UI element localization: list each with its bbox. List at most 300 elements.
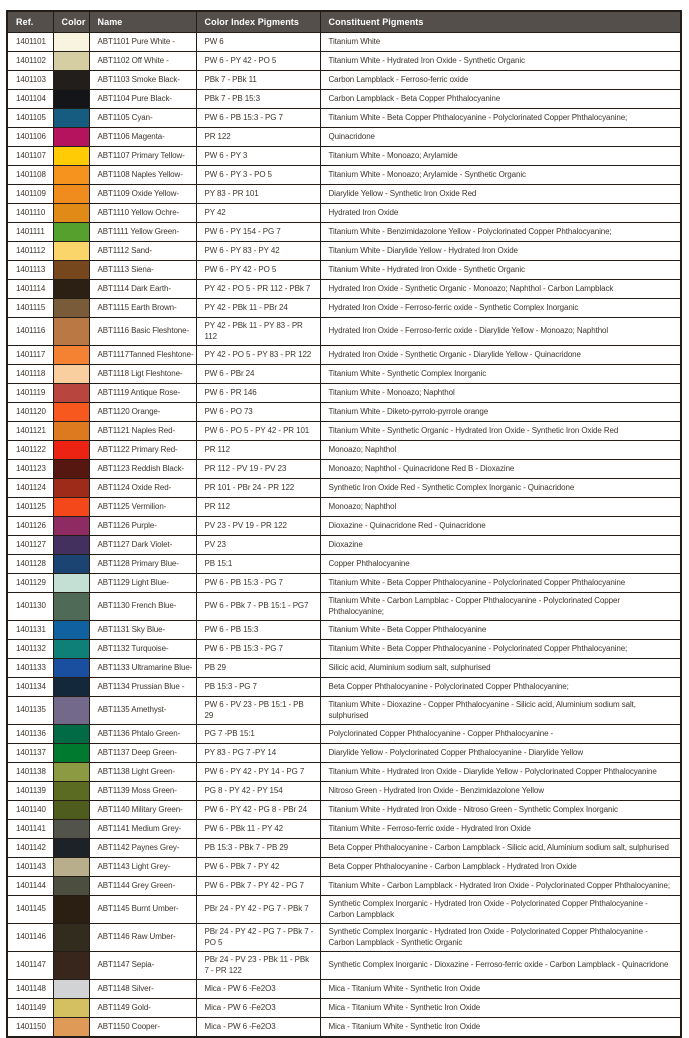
name-cell: ABT1105 Cyan-: [89, 109, 196, 128]
column-header-name: Name: [89, 11, 196, 33]
ref-cell: 1401127: [7, 536, 53, 555]
color-swatch: [53, 659, 89, 678]
constituent-pigments-cell: Mica - Titanium White - Synthetic Iron Oxide: [320, 980, 681, 999]
name-cell: ABT1108 Naples Yellow-: [89, 166, 196, 185]
constituent-pigments-cell: Synthetic Complex Inorganic - Dioxazine - Ferroso-ferric oxide - Carbon Lampblack - Quinacridone: [320, 952, 681, 980]
table-row: [7, 441, 681, 460]
name-cell: ABT1104 Pure Black-: [89, 90, 196, 109]
color-index-pigments-cell: PG 7 -PB 15:1: [196, 725, 320, 744]
color-swatch: [53, 346, 89, 365]
ref-cell: 1401145: [7, 896, 53, 924]
constituent-pigments-cell: Titanium White - Beta Copper Phthalocyanine - Polyclorinated Copper Phthalocyanine;: [320, 640, 681, 659]
table-row: [7, 621, 681, 640]
constituent-pigments-cell: Monoazo; Naphthol: [320, 441, 681, 460]
name-cell: ABT1146 Raw Umber-: [89, 924, 196, 952]
name-cell: ABT1113 Siena-: [89, 261, 196, 280]
table-row: [7, 280, 681, 299]
ref-cell: 1401117: [7, 346, 53, 365]
color-index-pigments-cell: PW 6 - PY 83 - PY 42: [196, 242, 320, 261]
table-row: [7, 185, 681, 204]
constituent-pigments-cell: Titanium White - Synthetic Complex Inorganic: [320, 365, 681, 384]
color-swatch: [53, 223, 89, 242]
constituent-pigments-cell: Hydrated Iron Oxide - Ferroso-ferric oxide - Diarylide Yellow - Monoazo; Naphthol: [320, 318, 681, 346]
name-cell: ABT1124 Oxide Red-: [89, 479, 196, 498]
name-cell: ABT1147 Sepia-: [89, 952, 196, 980]
color-index-pigments-cell: PW 6 - PO 73: [196, 403, 320, 422]
color-swatch: [53, 593, 89, 621]
constituent-pigments-cell: Titanium White - Diarylide Yellow - Hydrated Iron Oxide: [320, 242, 681, 261]
color-swatch: [53, 725, 89, 744]
constituent-pigments-cell: Monoazo; Naphthol - Quinacridone Red B - Dioxazine: [320, 460, 681, 479]
ref-cell: 1401121: [7, 422, 53, 441]
table-row: [7, 460, 681, 479]
color-index-pigments-cell: PR 122: [196, 128, 320, 147]
color-swatch: [53, 384, 89, 403]
name-cell: ABT1142 Paynes Grey-: [89, 839, 196, 858]
color-swatch: [53, 980, 89, 999]
color-swatch: [53, 242, 89, 261]
name-cell: ABT1111 Yellow Green-: [89, 223, 196, 242]
color-swatch: [53, 109, 89, 128]
name-cell: ABT1134 Prussian Blue -: [89, 678, 196, 697]
name-cell: ABT1149 Gold-: [89, 999, 196, 1018]
constituent-pigments-cell: Carbon Lampblack - Beta Copper Phthalocyanine: [320, 90, 681, 109]
color-index-pigments-cell: PW 6 - PY 3 - PO 5: [196, 166, 320, 185]
constituent-pigments-cell: Carbon Lampblack - Ferroso-ferric oxide: [320, 71, 681, 90]
color-index-pigments-cell: PB 15:3 - PG 7: [196, 678, 320, 697]
name-cell: ABT1140 Military Green-: [89, 801, 196, 820]
table-row: [7, 536, 681, 555]
name-cell: ABT1138 Light Green-: [89, 763, 196, 782]
table-row: [7, 555, 681, 574]
ref-cell: 1401149: [7, 999, 53, 1018]
ref-cell: 1401137: [7, 744, 53, 763]
color-index-pigments-cell: PW 6 - PB 15:3 - PG 7: [196, 574, 320, 593]
name-cell: ABT1115 Earth Brown-: [89, 299, 196, 318]
name-cell: ABT1121 Naples Red-: [89, 422, 196, 441]
ref-cell: 1401142: [7, 839, 53, 858]
table-row: [7, 858, 681, 877]
table-row: [7, 678, 681, 697]
table-row: [7, 1018, 681, 1038]
color-index-pigments-cell: PB 15:1: [196, 555, 320, 574]
table-row: [7, 640, 681, 659]
constituent-pigments-cell: Titanium White - Beta Copper Phthalocyanine - Polyclorinated Copper Phthalocyanine: [320, 574, 681, 593]
name-cell: ABT1123 Reddish Black-: [89, 460, 196, 479]
ref-cell: 1401102: [7, 52, 53, 71]
color-swatch: [53, 744, 89, 763]
color-index-pigments-cell: PW 6 - PY 3: [196, 147, 320, 166]
color-index-pigments-cell: PY 42: [196, 204, 320, 223]
ref-cell: 1401118: [7, 365, 53, 384]
ref-cell: 1401136: [7, 725, 53, 744]
name-cell: ABT1118 Ligt Fleshtone-: [89, 365, 196, 384]
table-row: [7, 166, 681, 185]
color-index-pigments-cell: PR 112: [196, 441, 320, 460]
name-cell: ABT1128 Primary Blue-: [89, 555, 196, 574]
constituent-pigments-cell: Titanium White: [320, 33, 681, 52]
name-cell: ABT1119 Antique Rose-: [89, 384, 196, 403]
color-index-pigments-cell: PW 6 - PR 146: [196, 384, 320, 403]
color-index-pigments-cell: PR 112: [196, 498, 320, 517]
constituent-pigments-cell: Synthetic Complex Inorganic - Hydrated Iron Oxide - Polyclorinated Copper Phthalocyanine - Carbon Lampblack - Synthetic Organic: [320, 924, 681, 952]
name-cell: ABT1132 Turquoise-: [89, 640, 196, 659]
ref-cell: 1401134: [7, 678, 53, 697]
ref-cell: 1401114: [7, 280, 53, 299]
ref-cell: 1401115: [7, 299, 53, 318]
ref-cell: 1401130: [7, 593, 53, 621]
ref-cell: 1401124: [7, 479, 53, 498]
color-swatch: [53, 877, 89, 896]
ref-cell: 1401116: [7, 318, 53, 346]
constituent-pigments-cell: Titanium White - Hydrated Iron Oxide - Synthetic Organic: [320, 261, 681, 280]
constituent-pigments-cell: Titanium White - Hydrated Iron Oxide - Synthetic Organic: [320, 52, 681, 71]
constituent-pigments-cell: Beta Copper Phthalocyanine - Carbon Lampblack - Silicic acid, Aluminium sodium salt, sulphurised: [320, 839, 681, 858]
constituent-pigments-cell: Titanium White - Monoazo; Arylamide: [320, 147, 681, 166]
name-cell: ABT1112 Sand-: [89, 242, 196, 261]
constituent-pigments-cell: Hydrated Iron Oxide - Ferroso-ferric oxide - Synthetic Complex Inorganic: [320, 299, 681, 318]
table-row: [7, 109, 681, 128]
name-cell: ABT1126 Purple-: [89, 517, 196, 536]
name-cell: ABT1143 Light Grey-: [89, 858, 196, 877]
color-index-pigments-cell: PB 29: [196, 659, 320, 678]
name-cell: ABT1106 Magenta-: [89, 128, 196, 147]
table-row: [7, 318, 681, 346]
color-index-pigments-cell: PW 6 - PO 5 - PY 42 - PR 101: [196, 422, 320, 441]
constituent-pigments-cell: Diarylide Yellow - Polyclorinated Copper Phthalocyanine - Diarylide Yellow: [320, 744, 681, 763]
constituent-pigments-cell: Titanium White - Carbon Lampblac - Copper Phthalocyanine - Polyclorinated Copper Phthalocyanine;: [320, 593, 681, 621]
name-cell: ABT1127 Dark Violet-: [89, 536, 196, 555]
ref-cell: 1401132: [7, 640, 53, 659]
constituent-pigments-cell: Silicic acid, Aluminium sodium salt, sulphurised: [320, 659, 681, 678]
table-row: [7, 52, 681, 71]
color-swatch: [53, 555, 89, 574]
name-cell: ABT1145 Burnt Umber-: [89, 896, 196, 924]
constituent-pigments-cell: Mica - Titanium White - Synthetic Iron Oxide: [320, 999, 681, 1018]
ref-cell: 1401123: [7, 460, 53, 479]
ref-cell: 1401128: [7, 555, 53, 574]
name-cell: ABT1116 Basic Fleshtone-: [89, 318, 196, 346]
table-row: [7, 422, 681, 441]
color-swatch: [53, 640, 89, 659]
table-row: [7, 479, 681, 498]
color-swatch: [53, 763, 89, 782]
table-row: [7, 365, 681, 384]
ref-cell: 1401113: [7, 261, 53, 280]
constituent-pigments-cell: Titanium White - Synthetic Organic - Hydrated Iron Oxide - Synthetic Iron Oxide Red: [320, 422, 681, 441]
color-index-pigments-cell: Mica - PW 6 -Fe2O3: [196, 980, 320, 999]
color-index-pigments-cell: PY 42 - PBk 11 - PBr 24: [196, 299, 320, 318]
color-swatch: [53, 952, 89, 980]
table-row: [7, 593, 681, 621]
color-swatch: [53, 498, 89, 517]
ref-cell: 1401103: [7, 71, 53, 90]
ref-cell: 1401112: [7, 242, 53, 261]
constituent-pigments-cell: Titanium White - Hydrated Iron Oxide - Nitroso Green - Synthetic Complex Inorganic: [320, 801, 681, 820]
constituent-pigments-cell: Monoazo; Naphthol: [320, 498, 681, 517]
table-row: [7, 517, 681, 536]
table-row: [7, 659, 681, 678]
color-index-pigments-cell: PV 23: [196, 536, 320, 555]
ref-cell: 1401104: [7, 90, 53, 109]
ref-cell: 1401139: [7, 782, 53, 801]
color-index-pigments-cell: PV 23 - PV 19 - PR 122: [196, 517, 320, 536]
ref-cell: 1401101: [7, 33, 53, 52]
color-index-pigments-cell: PW 6 - PB 15:3 - PG 7: [196, 109, 320, 128]
name-cell: ABT1144 Grey Green-: [89, 877, 196, 896]
color-swatch: [53, 280, 89, 299]
color-index-pigments-cell: PW 6 - PBk 7 - PY 42 - PG 7: [196, 877, 320, 896]
name-cell: ABT1131 Sky Blue-: [89, 621, 196, 640]
color-index-pigments-cell: PR 101 - PBr 24 - PR 122: [196, 479, 320, 498]
constituent-pigments-cell: Titanium White - Dioxazine - Copper Phthalocyanine - Silicic acid, Aluminium sodium salt, sulphurised: [320, 697, 681, 725]
ref-cell: 1401131: [7, 621, 53, 640]
color-index-pigments-cell: PW 6 - PY 42 - PY 14 - PG 7: [196, 763, 320, 782]
ref-cell: 1401126: [7, 517, 53, 536]
table-row: [7, 877, 681, 896]
color-swatch: [53, 147, 89, 166]
constituent-pigments-cell: Titanium White - Ferroso-ferric oxide - Hydrated Iron Oxide: [320, 820, 681, 839]
table-row: [7, 952, 681, 980]
color-index-pigments-cell: PY 42 - PBk 11 - PY 83 - PR 112: [196, 318, 320, 346]
color-swatch: [53, 574, 89, 593]
ref-cell: 1401109: [7, 185, 53, 204]
constituent-pigments-cell: Dioxazine - Quinacridone Red - Quinacridone: [320, 517, 681, 536]
name-cell: ABT1103 Smoke Black-: [89, 71, 196, 90]
color-index-pigments-cell: PW 6 - PBk 7 - PY 42: [196, 858, 320, 877]
color-swatch: [53, 479, 89, 498]
name-cell: ABT1107 Primary Tellow-: [89, 147, 196, 166]
color-index-pigments-cell: PW 6 - PY 154 - PG 7: [196, 223, 320, 242]
color-index-pigments-cell: PW 6 - PBr 24: [196, 365, 320, 384]
color-index-pigments-cell: PW 6 - PBk 11 - PY 42: [196, 820, 320, 839]
color-index-pigments-cell: PW 6 - PY 42 - PG 8 - PBr 24: [196, 801, 320, 820]
ref-cell: 1401143: [7, 858, 53, 877]
table-row: [7, 896, 681, 924]
name-cell: ABT1122 Primary Red-: [89, 441, 196, 460]
color-swatch: [53, 697, 89, 725]
ref-cell: 1401108: [7, 166, 53, 185]
color-index-pigments-cell: PW 6 - PB 15:3 - PG 7: [196, 640, 320, 659]
name-cell: ABT1133 Ultramarine Blue-: [89, 659, 196, 678]
name-cell: ABT1139 Moss Green-: [89, 782, 196, 801]
color-index-pigments-cell: PW 6: [196, 33, 320, 52]
table-row: [7, 71, 681, 90]
ref-cell: 1401105: [7, 109, 53, 128]
color-swatch: [53, 71, 89, 90]
color-swatch: [53, 621, 89, 640]
table-row: [7, 980, 681, 999]
name-cell: ABT1125 Vermilion-: [89, 498, 196, 517]
name-cell: ABT1129 Light Blue-: [89, 574, 196, 593]
name-cell: ABT1109 Oxide Yellow-: [89, 185, 196, 204]
color-index-pigments-cell: PBr 24 - PV 23 - PBk 11 - PBk 7 - PR 122: [196, 952, 320, 980]
name-cell: ABT1150 Cooper-: [89, 1018, 196, 1038]
color-swatch: [53, 185, 89, 204]
table-row: [7, 839, 681, 858]
color-swatch: [53, 999, 89, 1018]
name-cell: ABT1102 Off White -: [89, 52, 196, 71]
color-index-pigments-cell: PW 6 - PV 23 - PB 15:1 - PB 29: [196, 697, 320, 725]
color-swatch: [53, 261, 89, 280]
color-swatch: [53, 1018, 89, 1038]
ref-cell: 1401150: [7, 1018, 53, 1038]
column-header-color: Color: [53, 11, 89, 33]
ref-cell: 1401106: [7, 128, 53, 147]
ref-cell: 1401107: [7, 147, 53, 166]
constituent-pigments-cell: Hydrated Iron Oxide: [320, 204, 681, 223]
name-cell: ABT1141 Medium Grey-: [89, 820, 196, 839]
name-cell: ABT1148 Silver-: [89, 980, 196, 999]
constituent-pigments-cell: Synthetic Iron Oxide Red - Synthetic Complex Inorganic - Quinacridone: [320, 479, 681, 498]
color-swatch: [53, 33, 89, 52]
color-index-pigments-cell: PY 42 - PO 5 - PR 112 - PBk 7: [196, 280, 320, 299]
name-cell: ABT1136 Phtalo Green-: [89, 725, 196, 744]
color-index-pigments-cell: PW 6 - PBk 7 - PB 15:1 - PG7: [196, 593, 320, 621]
table-row: [7, 204, 681, 223]
ref-cell: 1401129: [7, 574, 53, 593]
table-row: [7, 128, 681, 147]
constituent-pigments-cell: Polyclorinated Copper Phthalocyanine - Copper Phthalocyanine -: [320, 725, 681, 744]
name-cell: ABT1137 Deep Green-: [89, 744, 196, 763]
name-cell: ABT1130 French Blue-: [89, 593, 196, 621]
table-row: [7, 725, 681, 744]
ref-cell: 1401146: [7, 924, 53, 952]
table-row: [7, 924, 681, 952]
table-row: [7, 782, 681, 801]
ref-cell: 1401135: [7, 697, 53, 725]
ref-cell: 1401111: [7, 223, 53, 242]
ref-cell: 1401148: [7, 980, 53, 999]
table-row: [7, 820, 681, 839]
color-swatch: [53, 801, 89, 820]
constituent-pigments-cell: Diarylide Yellow - Synthetic Iron Oxide Red: [320, 185, 681, 204]
color-index-pigments-cell: PBk 7 - PB 15:3: [196, 90, 320, 109]
table-row: [7, 299, 681, 318]
table-row: [7, 498, 681, 517]
pigment-table: [6, 10, 682, 1038]
table-row: [7, 33, 681, 52]
table-row: [7, 763, 681, 782]
table-row: [7, 403, 681, 422]
constituent-pigments-cell: Titanium White - Monoazo; Arylamide - Synthetic Organic: [320, 166, 681, 185]
color-swatch: [53, 517, 89, 536]
color-swatch: [53, 858, 89, 877]
color-swatch: [53, 299, 89, 318]
table-row: [7, 223, 681, 242]
color-swatch: [53, 536, 89, 555]
color-swatch: [53, 924, 89, 952]
table-body: [7, 33, 681, 1038]
color-index-pigments-cell: Mica - PW 6 -Fe2O3: [196, 999, 320, 1018]
color-swatch: [53, 441, 89, 460]
name-cell: ABT1114 Dark Earth-: [89, 280, 196, 299]
table-row: [7, 384, 681, 403]
column-header-color-index-pigments: Color Index Pigments: [196, 11, 320, 33]
color-index-pigments-cell: PBk 7 - PBk 11: [196, 71, 320, 90]
column-header-ref: Ref.: [7, 11, 53, 33]
ref-cell: 1401140: [7, 801, 53, 820]
ref-cell: 1401141: [7, 820, 53, 839]
color-index-pigments-cell: PBr 24 - PY 42 - PG 7 - PBk 7 - PO 5: [196, 924, 320, 952]
name-cell: ABT1110 Yellow Ochre-: [89, 204, 196, 223]
constituent-pigments-cell: Titanium White - Benzimidazolone Yellow - Polyclorinated Copper Phthalocyanine;: [320, 223, 681, 242]
constituent-pigments-cell: Copper Phthalocyanine: [320, 555, 681, 574]
color-swatch: [53, 128, 89, 147]
color-swatch: [53, 896, 89, 924]
table-row: [7, 346, 681, 365]
header-row: [7, 11, 681, 33]
color-index-pigments-cell: Mica - PW 6 -Fe2O3: [196, 1018, 320, 1038]
color-swatch: [53, 460, 89, 479]
color-index-pigments-cell: PW 6 - PY 42 - PO 5: [196, 52, 320, 71]
ref-cell: 1401133: [7, 659, 53, 678]
table-row: [7, 574, 681, 593]
color-index-pigments-cell: PBr 24 - PY 42 - PG 7 - PBk 7: [196, 896, 320, 924]
constituent-pigments-cell: Titanium White - Diketo-pyrrolo-pyrrole orange: [320, 403, 681, 422]
color-swatch: [53, 403, 89, 422]
constituent-pigments-cell: Hydrated Iron Oxide - Synthetic Organic - Diarylide Yellow - Quinacridone: [320, 346, 681, 365]
constituent-pigments-cell: Beta Copper Phthalocyanine - Carbon Lampblack - Hydrated Iron Oxide: [320, 858, 681, 877]
column-header-constituent-pigments: Constituent Pigments: [320, 11, 681, 33]
color-index-pigments-cell: PR 112 - PV 19 - PV 23: [196, 460, 320, 479]
color-index-pigments-cell: PB 15:3 - PBk 7 - PB 29: [196, 839, 320, 858]
ref-cell: 1401147: [7, 952, 53, 980]
name-cell: ABT1135 Amethyst-: [89, 697, 196, 725]
table-row: [7, 261, 681, 280]
color-index-pigments-cell: PW 6 - PB 15:3: [196, 621, 320, 640]
constituent-pigments-cell: Hydrated Iron Oxide - Synthetic Organic - Monoazo; Naphthol - Carbon Lampblack: [320, 280, 681, 299]
ref-cell: 1401125: [7, 498, 53, 517]
constituent-pigments-cell: Dioxazine: [320, 536, 681, 555]
color-swatch: [53, 678, 89, 697]
color-swatch: [53, 422, 89, 441]
constituent-pigments-cell: Mica - Titanium White - Synthetic Iron Oxide: [320, 1018, 681, 1038]
color-swatch: [53, 318, 89, 346]
color-swatch: [53, 782, 89, 801]
table-row: [7, 697, 681, 725]
color-index-pigments-cell: PY 83 - PR 101: [196, 185, 320, 204]
name-cell: ABT1120 Orange-: [89, 403, 196, 422]
ref-cell: 1401110: [7, 204, 53, 223]
color-index-pigments-cell: PY 83 - PG 7 -PY 14: [196, 744, 320, 763]
color-index-pigments-cell: PY 42 - PO 5 - PY 83 - PR 122: [196, 346, 320, 365]
ref-cell: 1401144: [7, 877, 53, 896]
table-row: [7, 147, 681, 166]
constituent-pigments-cell: Titanium White - Monoazo; Naphthol: [320, 384, 681, 403]
constituent-pigments-cell: Titanium White - Beta Copper Phthalocyanine - Polyclorinated Copper Phthalocyanine;: [320, 109, 681, 128]
table-row: [7, 90, 681, 109]
color-swatch: [53, 365, 89, 384]
color-swatch: [53, 166, 89, 185]
name-cell: ABT1117Tanned Fleshtone-: [89, 346, 196, 365]
ref-cell: 1401119: [7, 384, 53, 403]
table-row: [7, 801, 681, 820]
constituent-pigments-cell: Nitroso Green - Hydrated Iron Oxide - Benzimidazolone Yellow: [320, 782, 681, 801]
ref-cell: 1401138: [7, 763, 53, 782]
color-index-pigments-cell: PW 6 - PY 42 - PO 5: [196, 261, 320, 280]
color-swatch: [53, 90, 89, 109]
ref-cell: 1401120: [7, 403, 53, 422]
constituent-pigments-cell: Titanium White - Hydrated Iron Oxide - Diarylide Yellow - Polyclorinated Copper Phthalocyanine: [320, 763, 681, 782]
constituent-pigments-cell: Quinacridone: [320, 128, 681, 147]
table-row: [7, 744, 681, 763]
constituent-pigments-cell: Titanium White - Carbon Lampblack - Hydrated Iron Oxide - Polyclorinated Copper Phthalocyanine;: [320, 877, 681, 896]
color-swatch: [53, 52, 89, 71]
name-cell: ABT1101 Pure White -: [89, 33, 196, 52]
table-row: [7, 242, 681, 261]
table-row: [7, 999, 681, 1018]
